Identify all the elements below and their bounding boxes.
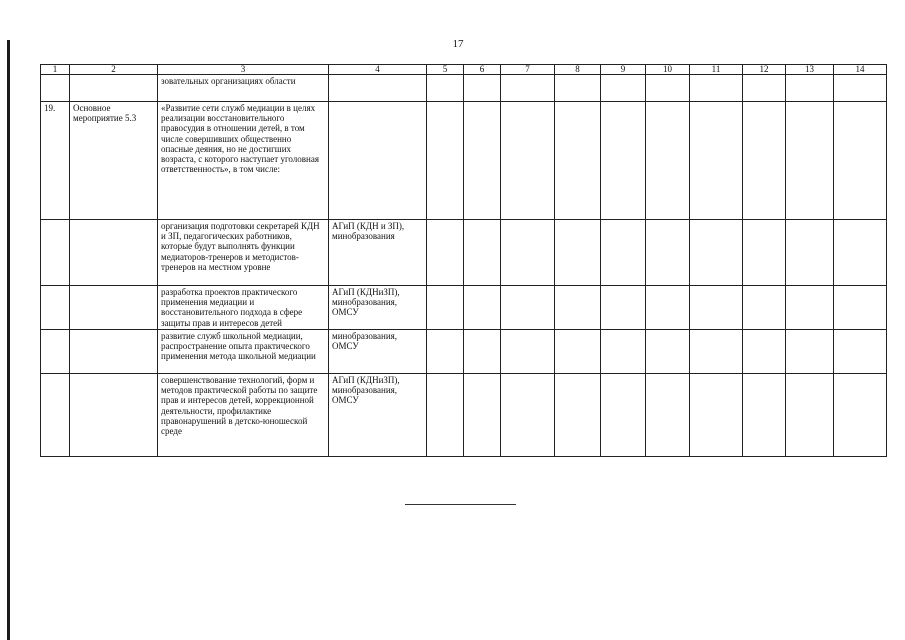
activity-cell bbox=[70, 330, 158, 374]
value-cell bbox=[786, 75, 834, 102]
table-row bbox=[41, 102, 887, 220]
table-row bbox=[41, 75, 887, 102]
value-cell bbox=[464, 374, 501, 457]
value-cell bbox=[501, 220, 555, 286]
activity-cell bbox=[70, 220, 158, 286]
value-cell bbox=[501, 286, 555, 330]
value-cell bbox=[834, 330, 887, 374]
value-cell bbox=[834, 374, 887, 457]
value-cell bbox=[646, 75, 690, 102]
description-cell: развитие служб школьной медиации, распространение опыта практического применения метода школьной медиации bbox=[158, 330, 329, 374]
value-cell bbox=[555, 374, 601, 457]
value-cell bbox=[555, 75, 601, 102]
header-cell: 8 bbox=[555, 65, 601, 75]
row-number: 19. bbox=[41, 102, 70, 220]
value-cell bbox=[646, 220, 690, 286]
header-cell: 3 bbox=[158, 65, 329, 75]
value-cell bbox=[743, 374, 786, 457]
header-cell: 4 bbox=[329, 65, 427, 75]
value-cell bbox=[601, 102, 646, 220]
value-cell bbox=[601, 75, 646, 102]
value-cell bbox=[601, 286, 646, 330]
description-cell: совершенствование технологий, форм и методов практической работы по защите прав и интересов детей, коррекционной деятельности, профилактике правонарушений в детско-юношеской среде bbox=[158, 374, 329, 457]
activity-cell: Основное мероприятие 5.3 bbox=[70, 102, 158, 220]
value-cell bbox=[501, 374, 555, 457]
value-cell bbox=[464, 75, 501, 102]
header-cell: 9 bbox=[601, 65, 646, 75]
value-cell bbox=[834, 75, 887, 102]
value-cell bbox=[601, 220, 646, 286]
header-cell: 11 bbox=[690, 65, 743, 75]
description-cell: зовательных организациях области bbox=[158, 75, 329, 102]
value-cell bbox=[427, 102, 464, 220]
header-row bbox=[41, 65, 887, 75]
value-cell bbox=[834, 102, 887, 220]
value-cell bbox=[464, 286, 501, 330]
header-cell: 1 bbox=[41, 65, 70, 75]
value-cell bbox=[427, 330, 464, 374]
value-cell bbox=[501, 75, 555, 102]
executor-cell bbox=[329, 102, 427, 220]
value-cell bbox=[786, 374, 834, 457]
description-cell: разработка проектов практического применения медиации и восстановительного подхода в сфере защиты прав и интересов детей bbox=[158, 286, 329, 330]
value-cell bbox=[555, 220, 601, 286]
value-cell bbox=[690, 102, 743, 220]
header-cell: 10 bbox=[646, 65, 690, 75]
activity-cell bbox=[70, 374, 158, 457]
header-cell: 14 bbox=[834, 65, 887, 75]
value-cell bbox=[743, 286, 786, 330]
value-cell bbox=[555, 330, 601, 374]
value-cell bbox=[786, 330, 834, 374]
value-cell bbox=[834, 286, 887, 330]
row-number bbox=[41, 374, 70, 457]
value-cell bbox=[555, 102, 601, 220]
activity-cell bbox=[70, 286, 158, 330]
value-cell bbox=[464, 102, 501, 220]
value-cell bbox=[464, 330, 501, 374]
value-cell bbox=[555, 286, 601, 330]
value-cell bbox=[427, 374, 464, 457]
value-cell bbox=[427, 220, 464, 286]
table-row bbox=[41, 374, 887, 457]
value-cell bbox=[743, 102, 786, 220]
closing-rule bbox=[405, 504, 516, 505]
value-cell bbox=[690, 374, 743, 457]
header-cell: 6 bbox=[464, 65, 501, 75]
value-cell bbox=[786, 286, 834, 330]
value-cell bbox=[690, 75, 743, 102]
header-cell: 2 bbox=[70, 65, 158, 75]
row-number bbox=[41, 75, 70, 102]
value-cell bbox=[601, 374, 646, 457]
value-cell bbox=[786, 102, 834, 220]
value-cell bbox=[646, 374, 690, 457]
page-number: 17 bbox=[452, 38, 464, 50]
executor-cell: АГиП (КДНиЗП), минобразования, ОМСУ bbox=[329, 286, 427, 330]
value-cell bbox=[501, 102, 555, 220]
executor-cell bbox=[329, 75, 427, 102]
value-cell bbox=[690, 330, 743, 374]
table-row bbox=[41, 286, 887, 330]
value-cell bbox=[427, 286, 464, 330]
value-cell bbox=[743, 75, 786, 102]
value-cell bbox=[743, 220, 786, 286]
description-cell: организация подготовки секретарей КДН и ЗП, педагогических работников, которые будут выполнять функции медиаторов-тренеров и методистов-тренеров на местном уровне bbox=[158, 220, 329, 286]
table-row bbox=[41, 220, 887, 286]
value-cell bbox=[427, 75, 464, 102]
value-cell bbox=[743, 330, 786, 374]
activity-cell bbox=[70, 75, 158, 102]
value-cell bbox=[646, 330, 690, 374]
header-cell: 5 bbox=[427, 65, 464, 75]
header-cell: 7 bbox=[501, 65, 555, 75]
row-number bbox=[41, 330, 70, 374]
value-cell bbox=[786, 220, 834, 286]
value-cell bbox=[646, 102, 690, 220]
executor-cell: АГиП (КДН и ЗП), минобразования bbox=[329, 220, 427, 286]
value-cell bbox=[501, 330, 555, 374]
header-cell: 13 bbox=[786, 65, 834, 75]
executor-cell: АГиП (КДНиЗП), минобразования, ОМСУ bbox=[329, 374, 427, 457]
value-cell bbox=[690, 286, 743, 330]
value-cell bbox=[834, 220, 887, 286]
value-cell bbox=[464, 220, 501, 286]
executor-cell: минобразования, ОМСУ bbox=[329, 330, 427, 374]
description-cell: «Развитие сети служб медиации в целях реализации восстановительного правосудия в отношении детей, в том числе совершивших общественно опасные деяния, но не достигших возраста, с которого наступает уголовная ответственность», в том числе: bbox=[158, 102, 329, 220]
value-cell bbox=[601, 330, 646, 374]
row-number bbox=[41, 286, 70, 330]
table-row bbox=[41, 330, 887, 374]
row-number bbox=[41, 220, 70, 286]
header-cell: 12 bbox=[743, 65, 786, 75]
value-cell bbox=[646, 286, 690, 330]
value-cell bbox=[690, 220, 743, 286]
program-table bbox=[40, 64, 887, 457]
scan-edge-bar bbox=[7, 40, 10, 640]
